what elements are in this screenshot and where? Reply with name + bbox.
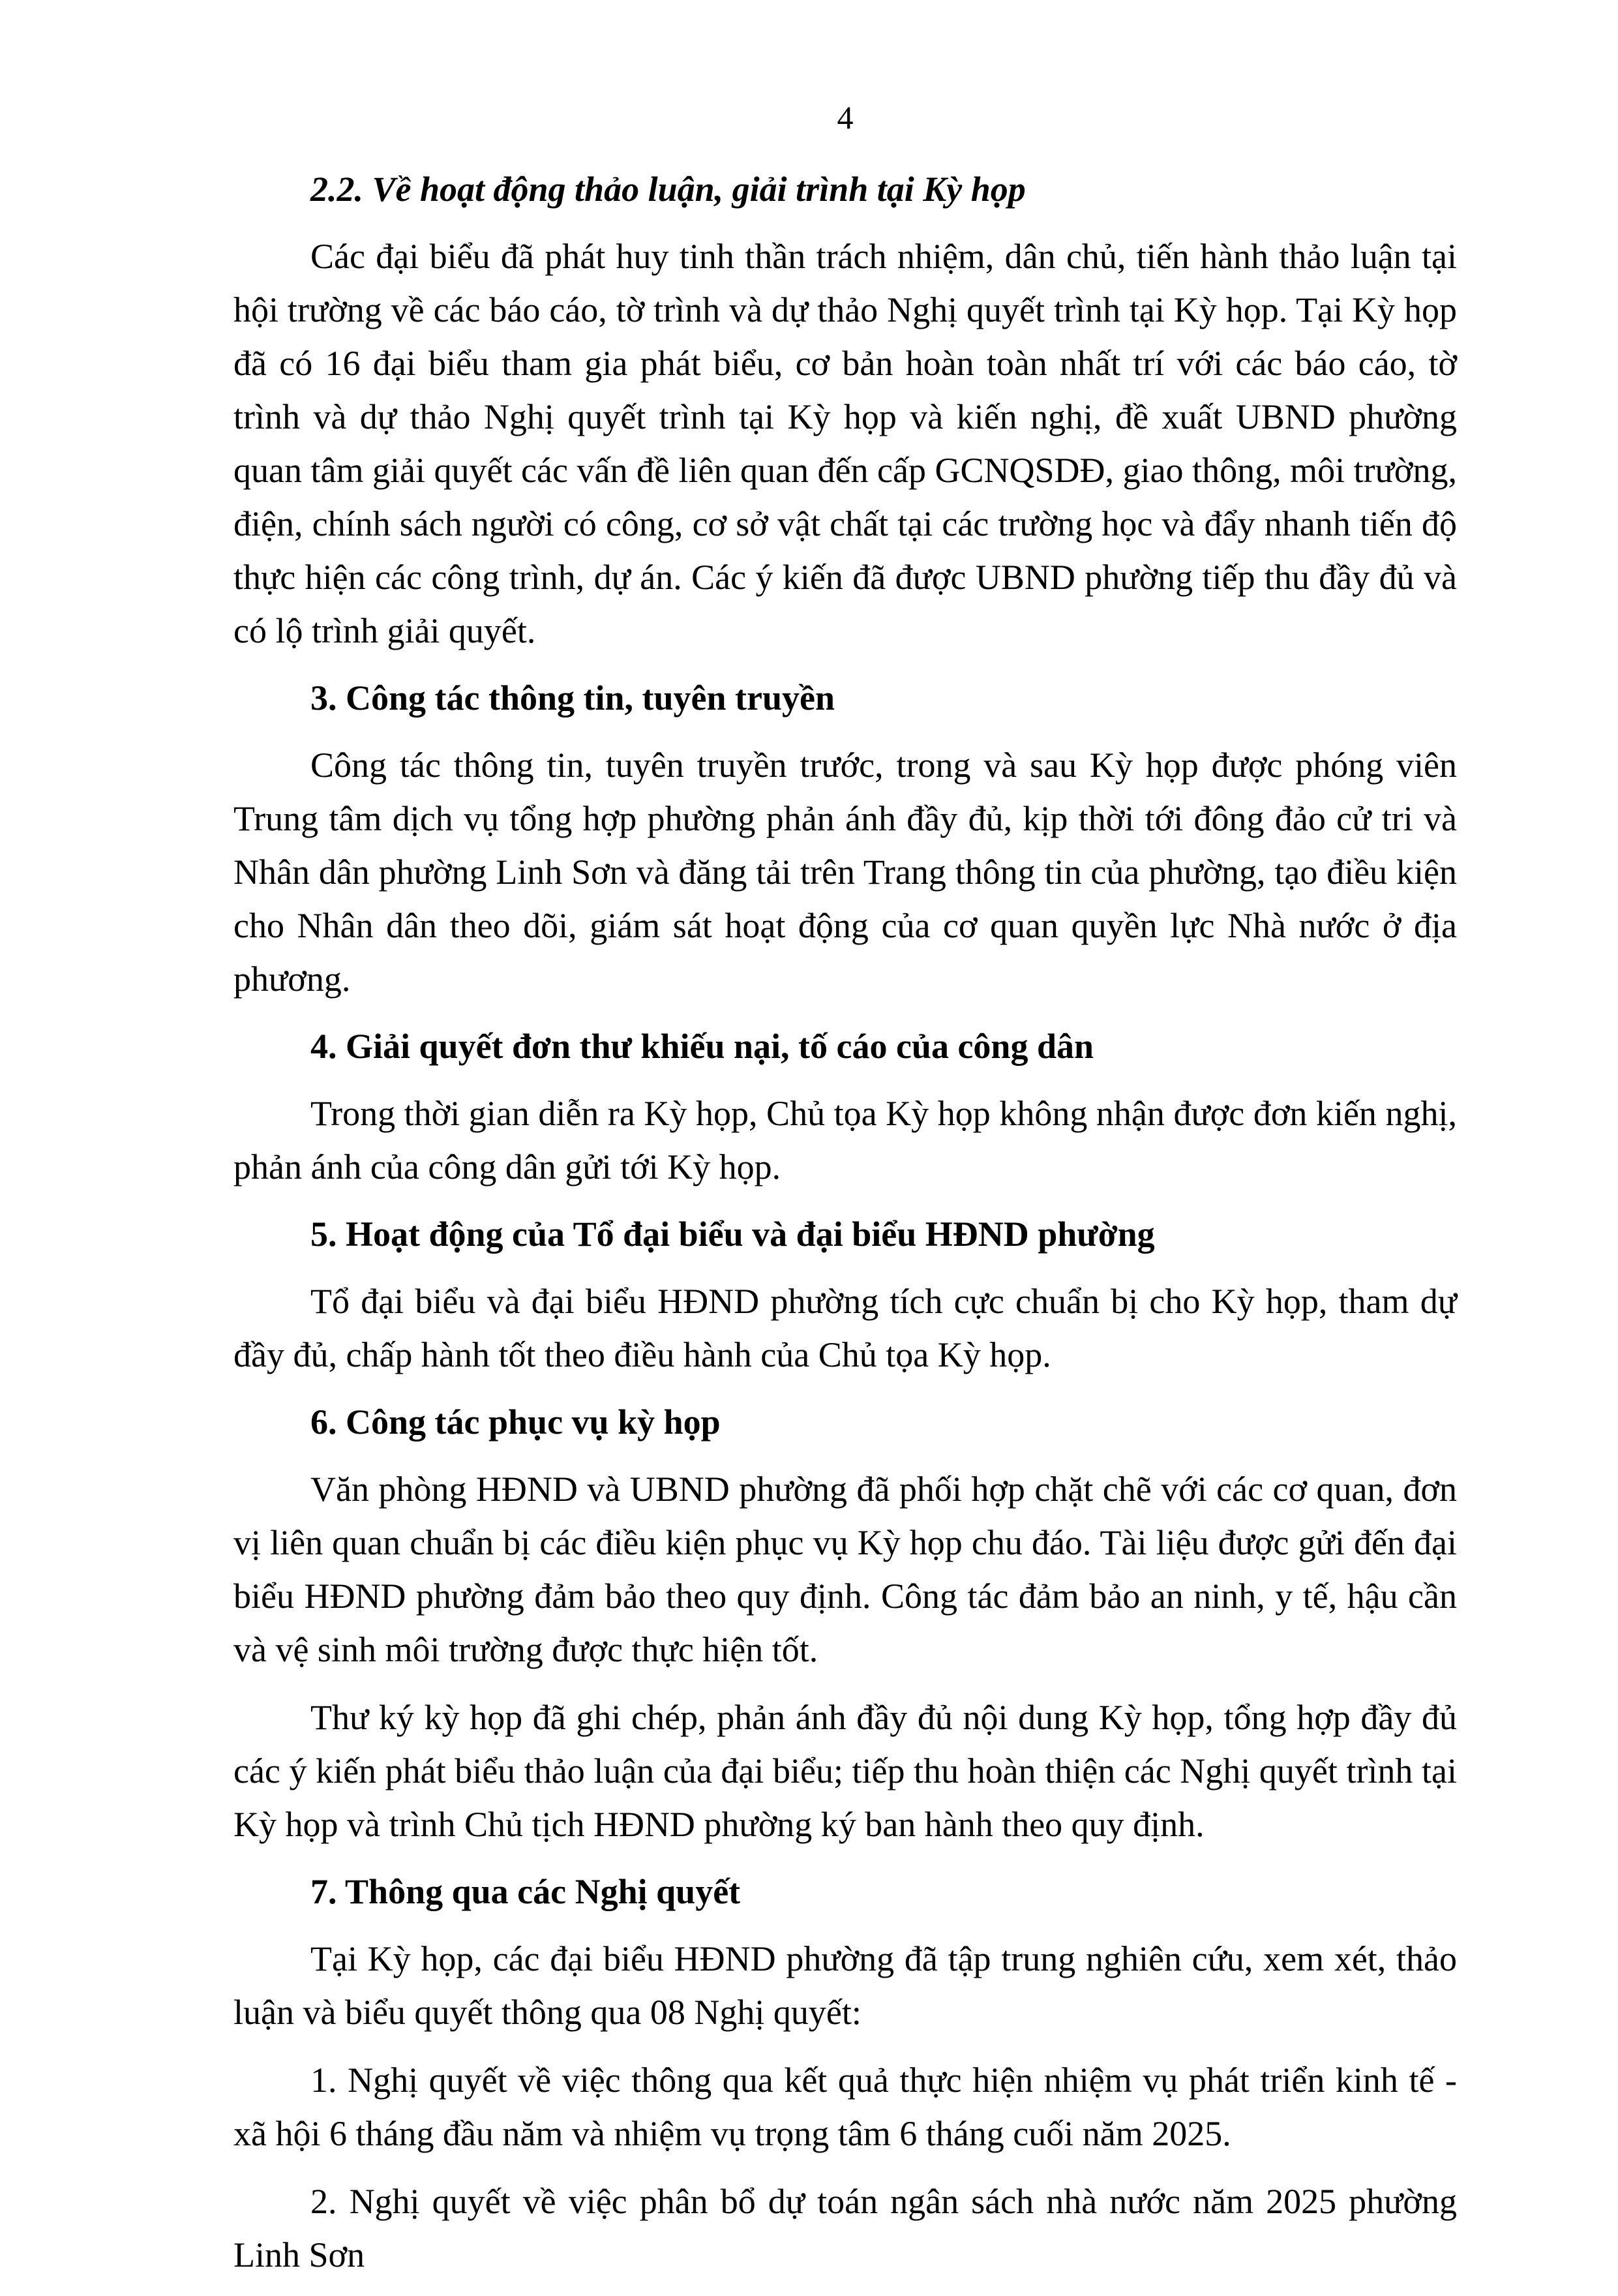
- paragraph: Tổ đại biểu và đại biểu HĐND phường tích cực chuẩn bị cho Kỳ họp, tham dự đầy đủ, chấp hành tốt theo điều hành của Chủ tọa Kỳ họp.: [233, 1282, 1457, 1374]
- list-item: 1. Nghị quyết về việc thông qua kết quả thực hiện nhiệm vụ phát triển kinh tế - xã hội 6 tháng đầu năm và nhiệm vụ trọng tâm 6 tháng cuối năm 2025.: [233, 2061, 1457, 2153]
- paragraph: Trong thời gian diễn ra Kỳ họp, Chủ tọa Kỳ họp không nhận được đơn kiến nghị, phản ánh của công dân gửi tới Kỳ họp.: [233, 1094, 1457, 1186]
- section-heading: 6. Công tác phục vụ kỳ họp: [310, 1402, 721, 1442]
- section-heading: 7. Thông qua các Nghị quyết: [310, 1872, 741, 1911]
- paragraph: Công tác thông tin, tuyên truyền trước, trong và sau Kỳ họp được phóng viên Trung tâm dịch vụ tổng hợp phường phản ánh đầy đủ, kịp thời tới đông đảo cử tri và Nhân dân phường Linh Sơn và đăng tải trên Trang thông tin của phường, tạo điều kiện cho Nhân dân theo dõi, giám sát hoạt động của cơ quan quyền lực Nhà nước ở địa phương.: [233, 746, 1457, 999]
- section-heading: 3. Công tác thông tin, tuyên truyền: [310, 678, 835, 718]
- section-3: [233, 672, 1457, 1006]
- list-item: 2. Nghị quyết về việc phân bổ dự toán ngân sách nhà nước năm 2025 phường Linh Sơn: [233, 2182, 1457, 2274]
- section-heading: 4. Giải quyết đơn thư khiếu nại, tố cáo của công dân: [310, 1027, 1094, 1066]
- section-6: [233, 1396, 1457, 1851]
- page-number: 4: [837, 99, 854, 136]
- paragraph: Các đại biểu đã phát huy tinh thần trách nhiệm, dân chủ, tiến hành thảo luận tại hội trường về các báo cáo, tờ trình và dự thảo Nghị quyết trình tại Kỳ họp. Tại Kỳ họp đã có 16 đại biểu tham gia phát biểu, cơ bản hoàn toàn nhất trí với các báo cáo, tờ trình và dự thảo Nghị quyết trình tại Kỳ họp và kiến nghị, đề xuất UBND phường quan tâm giải quyết các vấn đề liên quan đến cấp GCNQSDĐ, giao thông, môi trường, điện, chính sách người có công, cơ sở vật chất tại các trường học và đẩy nhanh tiến độ thực hiện các công trình, dự án. Các ý kiến đã được UBND phường tiếp thu đầy đủ và có lộ trình giải quyết.: [233, 237, 1457, 650]
- paragraph: Văn phòng HĐND và UBND phường đã phối hợp chặt chẽ với các cơ quan, đơn vị liên quan chuẩn bị các điều kiện phục vụ Kỳ họp chu đáo. Tài liệu được gửi đến đại biểu HĐND phường đảm bảo theo quy định. Công tác đảm bảo an ninh, y tế, hậu cần và vệ sinh môi trường được thực hiện tốt.: [233, 1470, 1457, 1669]
- section-5: [233, 1208, 1457, 1382]
- section-4: [233, 1020, 1457, 1194]
- section-heading: 2.2. Về hoạt động thảo luận, giải trình tại Kỳ họp: [310, 170, 1026, 209]
- document-page: [233, 98, 1457, 2296]
- section-2-2: [233, 163, 1457, 657]
- section-heading: 5. Hoạt động của Tổ đại biểu và đại biểu HĐND phường: [310, 1215, 1155, 1254]
- paragraph: Tại Kỳ họp, các đại biểu HĐND phường đã tập trung nghiên cứu, xem xét, thảo luận và biểu quyết thông qua 08 Nghị quyết:: [233, 1939, 1457, 2032]
- section-7: [233, 1865, 1457, 2282]
- paragraph: Thư ký kỳ họp đã ghi chép, phản ánh đầy đủ nội dung Kỳ họp, tổng hợp đầy đủ các ý kiến phát biểu thảo luận của đại biểu; tiếp thu hoàn thiện các Nghị quyết trình tại Kỳ họp và trình Chủ tịch HĐND phường ký ban hành theo quy định.: [233, 1698, 1457, 1844]
